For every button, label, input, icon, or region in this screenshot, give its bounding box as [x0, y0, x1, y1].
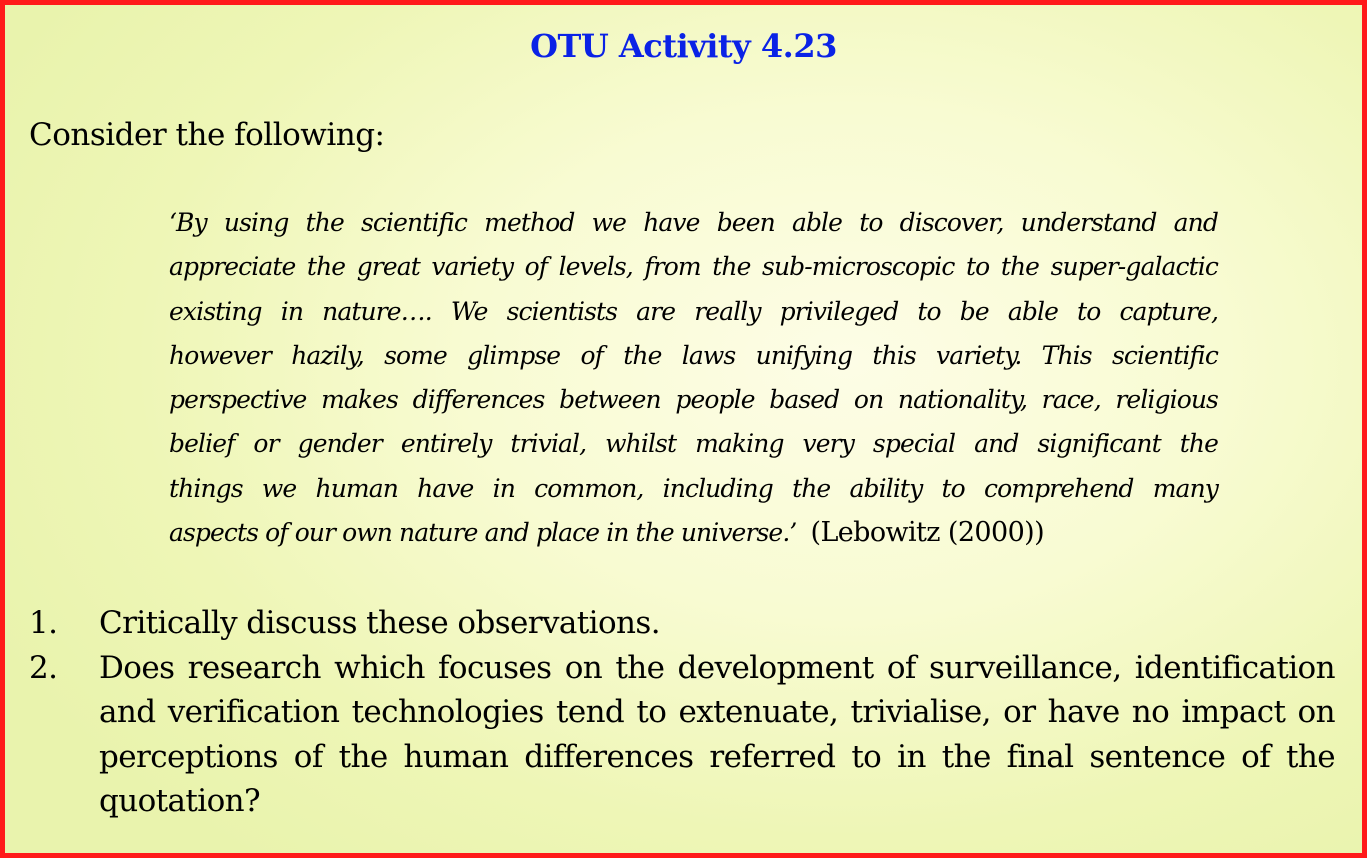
question-text: quotation? — [99, 783, 261, 819]
question-item — [29, 646, 1335, 824]
question-text: Does research which focuses on the development of surveillance, identification — [99, 649, 1335, 686]
question-number: 1. — [29, 605, 58, 641]
question-number: 2. — [29, 649, 58, 686]
question-list — [29, 601, 1335, 824]
citation: (Lebowitz (2000)) — [810, 517, 1045, 549]
quote-line: however hazily, some glimpse of the laws unifying this variety. This scientific — [169, 340, 1218, 370]
quote-line: perspective makes differences between people based on nationality, race, religious — [169, 385, 1218, 415]
activity-title: OTU Activity 4.23 — [530, 27, 837, 65]
question-item — [29, 601, 1335, 646]
question-text: and verification technologies tend to extenuate, trivialise, or have no impact on — [99, 694, 1335, 730]
quote-line: aspects of our own nature and place in the universe.’ — [169, 518, 797, 548]
quote-last-line — [169, 511, 1218, 555]
quote-line: existing in nature…. We scientists are really privileged to be able to capture, — [169, 296, 1218, 326]
quote-line: belief or gender entirely trivial, whilst making very special and significant the — [169, 429, 1218, 459]
quote-line: ‘By using the scientific method we have been able to discover, understand and — [169, 208, 1218, 237]
quote-line: appreciate the great variety of levels, from the sub-microscopic to the super-galactic — [169, 252, 1218, 282]
question-text: Critically discuss these observations. — [99, 605, 660, 641]
quotation-block — [169, 201, 1218, 555]
intro-text: Consider the following: — [29, 117, 385, 153]
quote-line: things we human have in common, including the ability to comprehend many — [169, 473, 1218, 503]
question-text: perceptions of the human differences referred to in the final sentence of the — [99, 738, 1335, 775]
